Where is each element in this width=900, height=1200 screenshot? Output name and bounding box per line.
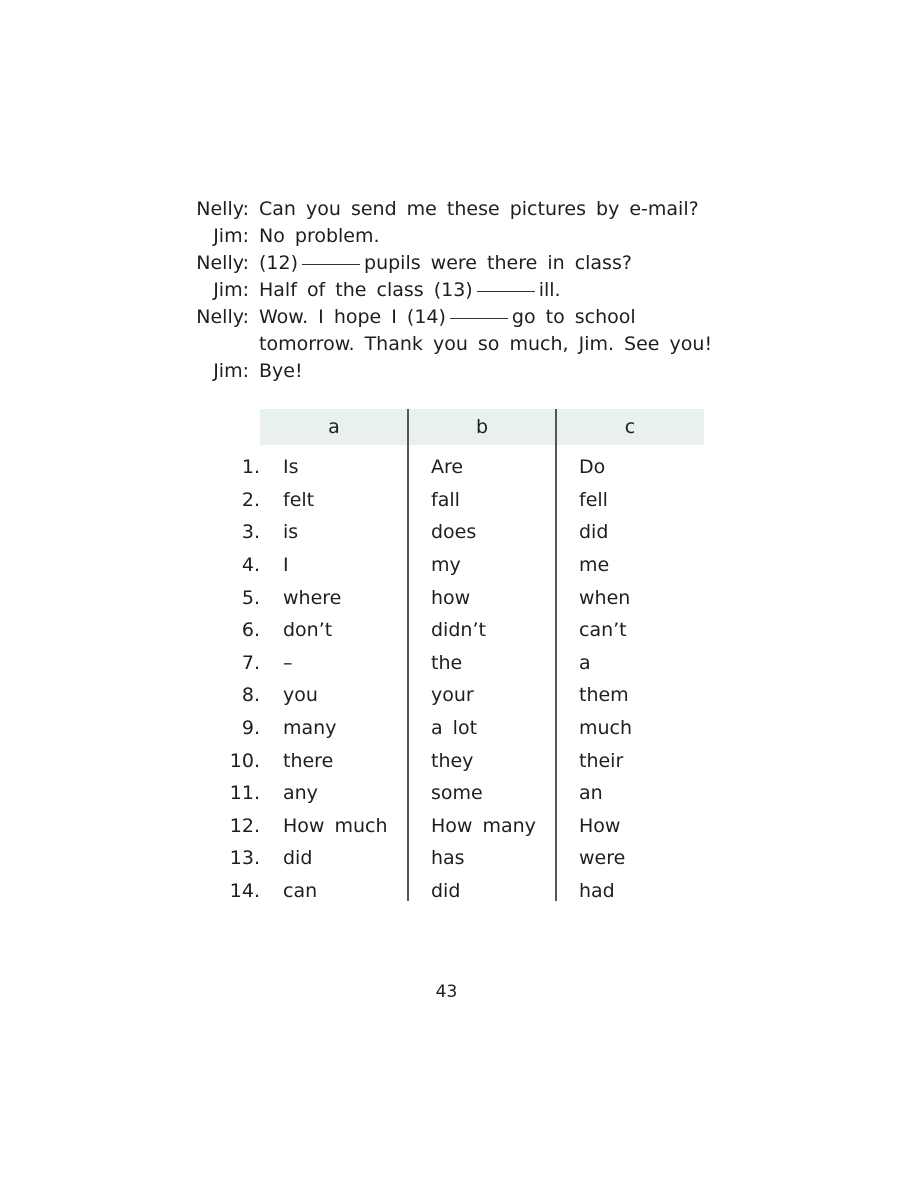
options-table: [220, 409, 704, 907]
table-row: [220, 777, 704, 810]
speaker: Nelly:: [196, 306, 249, 328]
utterance: [259, 277, 745, 304]
option-c: when: [579, 586, 631, 609]
dialogue-line: [185, 358, 745, 385]
option-a: you: [283, 684, 318, 707]
item-number: 13.: [229, 847, 260, 870]
speaker: Jim:: [213, 225, 249, 247]
option-b: a lot: [431, 717, 478, 740]
option-a: did: [283, 847, 313, 870]
option-c: them: [579, 684, 629, 707]
option-a: is: [283, 521, 299, 544]
table-row: [220, 451, 704, 484]
option-c: me: [579, 554, 610, 577]
option-b: does: [431, 521, 477, 544]
utterance-part: ill.: [538, 279, 561, 301]
table-row: [220, 647, 704, 680]
dialogue-line: [185, 304, 745, 331]
utterance-part: (12): [259, 252, 299, 274]
option-b: didn’t: [431, 619, 486, 642]
option-a: Is: [283, 456, 299, 479]
table-row: [220, 516, 704, 549]
column-divider: [407, 409, 409, 901]
utterance-part: Wow. I hope I (14): [259, 306, 446, 328]
table-row: [220, 679, 704, 712]
column-divider: [555, 409, 557, 901]
table-row: [220, 484, 704, 517]
item-number: 5.: [241, 586, 260, 609]
option-b: the: [431, 651, 463, 674]
option-b: my: [431, 554, 461, 577]
item-number: 14.: [229, 880, 260, 903]
utterance: [259, 250, 745, 277]
table-row: [220, 744, 704, 777]
answer-blank: [302, 264, 360, 265]
option-a: felt: [283, 488, 315, 511]
page-number: 43: [435, 982, 458, 1002]
speaker: Jim:: [213, 279, 249, 301]
header-spacer: [220, 409, 260, 445]
utterance-part: pupils were there in class?: [364, 252, 632, 274]
option-a: can: [283, 880, 318, 903]
option-c: fell: [579, 488, 608, 511]
column-header-c: c: [556, 409, 704, 445]
table-row: [220, 810, 704, 843]
speaker: Jim:: [213, 360, 249, 382]
item-number: 1.: [241, 456, 260, 479]
option-c: a: [579, 651, 591, 674]
option-a: –: [283, 651, 293, 674]
option-c: Do: [579, 456, 606, 479]
dialogue-line: [185, 196, 745, 223]
table-row: [220, 712, 704, 745]
option-b: your: [431, 684, 474, 707]
utterance: Can you send me these pictures by e-mail?: [259, 198, 699, 220]
speaker: Nelly:: [196, 252, 249, 274]
column-header-b: b: [408, 409, 556, 445]
table-row: [220, 875, 704, 908]
item-number: 6.: [241, 619, 260, 642]
item-number: 9.: [241, 717, 260, 740]
item-number: 2.: [241, 488, 260, 511]
item-number: 7.: [241, 651, 260, 674]
utterance: No problem.: [259, 225, 380, 247]
item-number: 10.: [229, 749, 260, 772]
item-number: 4.: [241, 554, 260, 577]
dialogue: [185, 196, 745, 385]
option-a: where: [283, 586, 342, 609]
column-header-a: a: [260, 409, 408, 445]
option-a: don’t: [283, 619, 333, 642]
option-b: has: [431, 847, 465, 870]
option-a: many: [283, 717, 337, 740]
option-b: How many: [431, 814, 536, 837]
option-b: some: [431, 782, 483, 805]
option-c: were: [579, 847, 626, 870]
table-row: [220, 549, 704, 582]
table-body: [220, 445, 704, 907]
utterance: tomorrow. Thank you so much, Jim. See you!: [259, 333, 713, 355]
table-header: [220, 409, 704, 445]
option-c: their: [579, 749, 624, 772]
option-c: can’t: [579, 619, 627, 642]
option-c: did: [579, 521, 609, 544]
utterance: Bye!: [259, 360, 303, 382]
table-row: [220, 842, 704, 875]
table-row: [220, 614, 704, 647]
answer-blank: [477, 291, 535, 292]
option-b: how: [431, 586, 471, 609]
dialogue-line: [185, 250, 745, 277]
answer-blank: [450, 318, 508, 319]
dialogue-line: [185, 223, 745, 250]
utterance-part: go to school: [511, 306, 636, 328]
dialogue-line: [185, 277, 745, 304]
speaker: Nelly:: [196, 198, 249, 220]
option-b: fall: [431, 488, 460, 511]
option-b: they: [431, 749, 474, 772]
option-a: I: [283, 554, 289, 577]
option-b: Are: [431, 456, 464, 479]
option-c: much: [579, 717, 633, 740]
item-number: 3.: [241, 521, 260, 544]
option-a: any: [283, 782, 318, 805]
option-a: there: [283, 749, 334, 772]
item-number: 8.: [241, 684, 260, 707]
option-c: How: [579, 814, 621, 837]
item-number: 11.: [229, 782, 260, 805]
utterance: [259, 304, 745, 331]
option-a: How much: [283, 814, 388, 837]
dialogue-line: [185, 331, 745, 358]
item-number: 12.: [229, 814, 260, 837]
option-c: had: [579, 880, 615, 903]
option-c: an: [579, 782, 603, 805]
utterance-part: Half of the class (13): [259, 279, 473, 301]
option-b: did: [431, 880, 461, 903]
speaker: [185, 331, 259, 358]
table-row: [220, 581, 704, 614]
